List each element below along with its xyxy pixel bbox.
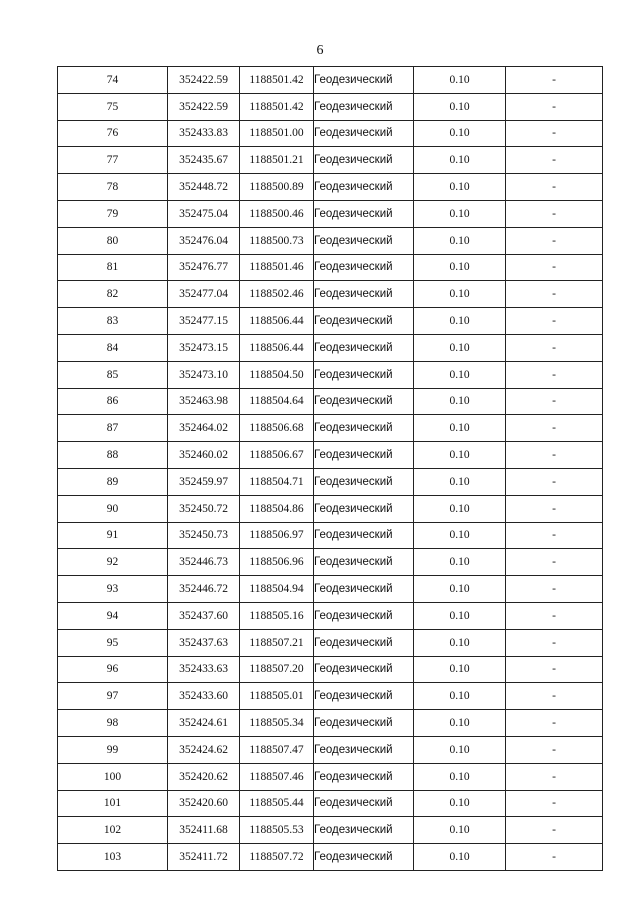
point-number-cell: 80 [58,227,168,254]
table-row [58,415,603,442]
description-cell: - [506,817,603,844]
method-cell: Геодезический [314,629,414,656]
method-cell: Геодезический [314,602,414,629]
table-row [58,522,603,549]
point-number-cell: 91 [58,522,168,549]
y-coordinate-cell: 1188504.71 [240,468,314,495]
description-cell: - [506,736,603,763]
x-coordinate-cell: 352422.59 [168,93,240,120]
x-coordinate-cell: 352476.04 [168,227,240,254]
method-cell: Геодезический [314,227,414,254]
description-cell: - [506,602,603,629]
description-cell: - [506,334,603,361]
table-row [58,200,603,227]
x-coordinate-cell: 352420.60 [168,790,240,817]
table-row [58,120,603,147]
y-coordinate-cell: 1188505.01 [240,683,314,710]
x-coordinate-cell: 352437.63 [168,629,240,656]
method-cell: Геодезический [314,710,414,737]
x-coordinate-cell: 352450.73 [168,522,240,549]
accuracy-cell: 0.10 [414,174,506,201]
table-row [58,844,603,871]
description-cell: - [506,67,603,94]
accuracy-cell: 0.10 [414,549,506,576]
method-cell: Геодезический [314,308,414,335]
method-cell: Геодезический [314,468,414,495]
y-coordinate-cell: 1188506.44 [240,334,314,361]
accuracy-cell: 0.10 [414,763,506,790]
accuracy-cell: 0.10 [414,93,506,120]
description-cell: - [506,683,603,710]
accuracy-cell: 0.10 [414,844,506,871]
table-row [58,710,603,737]
description-cell: - [506,388,603,415]
table-row [58,656,603,683]
table-row [58,93,603,120]
point-number-cell: 102 [58,817,168,844]
x-coordinate-cell: 352420.62 [168,763,240,790]
method-cell: Геодезический [314,93,414,120]
method-cell: Геодезический [314,388,414,415]
accuracy-cell: 0.10 [414,522,506,549]
point-number-cell: 95 [58,629,168,656]
table-row [58,602,603,629]
point-number-cell: 78 [58,174,168,201]
accuracy-cell: 0.10 [414,736,506,763]
description-cell: - [506,281,603,308]
y-coordinate-cell: 1188506.67 [240,442,314,469]
table-row [58,361,603,388]
method-cell: Геодезический [314,683,414,710]
x-coordinate-cell: 352477.15 [168,308,240,335]
y-coordinate-cell: 1188507.47 [240,736,314,763]
page-number: 6 [316,43,324,58]
table-row [58,576,603,603]
method-cell: Геодезический [314,200,414,227]
method-cell: Геодезический [314,576,414,603]
table-row [58,763,603,790]
accuracy-cell: 0.10 [414,200,506,227]
description-cell: - [506,120,603,147]
point-number-cell: 83 [58,308,168,335]
point-number-cell: 85 [58,361,168,388]
method-cell: Геодезический [314,361,414,388]
table-row [58,629,603,656]
description-cell: - [506,549,603,576]
method-cell: Геодезический [314,656,414,683]
point-number-cell: 96 [58,656,168,683]
method-cell: Геодезический [314,147,414,174]
accuracy-cell: 0.10 [414,415,506,442]
table-row [58,334,603,361]
table-row [58,549,603,576]
point-number-cell: 79 [58,200,168,227]
accuracy-cell: 0.10 [414,281,506,308]
x-coordinate-cell: 352422.59 [168,67,240,94]
point-number-cell: 74 [58,67,168,94]
accuracy-cell: 0.10 [414,710,506,737]
accuracy-cell: 0.10 [414,602,506,629]
description-cell: - [506,656,603,683]
x-coordinate-cell: 352463.98 [168,388,240,415]
description-cell: - [506,200,603,227]
x-coordinate-cell: 352437.60 [168,602,240,629]
point-number-cell: 76 [58,120,168,147]
method-cell: Геодезический [314,522,414,549]
table-row [58,147,603,174]
y-coordinate-cell: 1188507.21 [240,629,314,656]
description-cell: - [506,415,603,442]
y-coordinate-cell: 1188501.42 [240,93,314,120]
point-number-cell: 103 [58,844,168,871]
accuracy-cell: 0.10 [414,468,506,495]
table-row [58,308,603,335]
description-cell: - [506,790,603,817]
x-coordinate-cell: 352424.61 [168,710,240,737]
description-cell: - [506,174,603,201]
description-cell: - [506,93,603,120]
method-cell: Геодезический [314,817,414,844]
y-coordinate-cell: 1188506.96 [240,549,314,576]
x-coordinate-cell: 352476.77 [168,254,240,281]
x-coordinate-cell: 352460.02 [168,442,240,469]
y-coordinate-cell: 1188505.44 [240,790,314,817]
method-cell: Геодезический [314,844,414,871]
accuracy-cell: 0.10 [414,629,506,656]
accuracy-cell: 0.10 [414,495,506,522]
y-coordinate-cell: 1188500.89 [240,174,314,201]
y-coordinate-cell: 1188504.94 [240,576,314,603]
y-coordinate-cell: 1188506.97 [240,522,314,549]
description-cell: - [506,763,603,790]
accuracy-cell: 0.10 [414,308,506,335]
y-coordinate-cell: 1188500.73 [240,227,314,254]
y-coordinate-cell: 1188507.20 [240,656,314,683]
y-coordinate-cell: 1188506.44 [240,308,314,335]
description-cell: - [506,468,603,495]
description-cell: - [506,254,603,281]
table-body [58,67,603,871]
point-number-cell: 75 [58,93,168,120]
method-cell: Геодезический [314,281,414,308]
accuracy-cell: 0.10 [414,254,506,281]
accuracy-cell: 0.10 [414,334,506,361]
description-cell: - [506,361,603,388]
accuracy-cell: 0.10 [414,120,506,147]
point-number-cell: 86 [58,388,168,415]
point-number-cell: 92 [58,549,168,576]
x-coordinate-cell: 352459.97 [168,468,240,495]
coordinates-table [57,66,603,871]
table-row [58,495,603,522]
table-row [58,817,603,844]
accuracy-cell: 0.10 [414,147,506,174]
accuracy-cell: 0.10 [414,388,506,415]
point-number-cell: 97 [58,683,168,710]
y-coordinate-cell: 1188505.53 [240,817,314,844]
point-number-cell: 87 [58,415,168,442]
method-cell: Геодезический [314,763,414,790]
x-coordinate-cell: 352477.04 [168,281,240,308]
point-number-cell: 101 [58,790,168,817]
x-coordinate-cell: 352435.67 [168,147,240,174]
y-coordinate-cell: 1188501.42 [240,67,314,94]
x-coordinate-cell: 352433.83 [168,120,240,147]
point-number-cell: 93 [58,576,168,603]
x-coordinate-cell: 352446.73 [168,549,240,576]
table-row [58,736,603,763]
x-coordinate-cell: 352411.72 [168,844,240,871]
method-cell: Геодезический [314,736,414,763]
point-number-cell: 82 [58,281,168,308]
method-cell: Геодезический [314,790,414,817]
point-number-cell: 84 [58,334,168,361]
accuracy-cell: 0.10 [414,576,506,603]
x-coordinate-cell: 352464.02 [168,415,240,442]
description-cell: - [506,629,603,656]
accuracy-cell: 0.10 [414,67,506,94]
accuracy-cell: 0.10 [414,790,506,817]
x-coordinate-cell: 352424.62 [168,736,240,763]
x-coordinate-cell: 352448.72 [168,174,240,201]
table-row [58,227,603,254]
description-cell: - [506,522,603,549]
point-number-cell: 81 [58,254,168,281]
y-coordinate-cell: 1188502.46 [240,281,314,308]
y-coordinate-cell: 1188505.34 [240,710,314,737]
method-cell: Геодезический [314,334,414,361]
y-coordinate-cell: 1188504.50 [240,361,314,388]
x-coordinate-cell: 352433.63 [168,656,240,683]
point-number-cell: 77 [58,147,168,174]
point-number-cell: 98 [58,710,168,737]
table-row [58,683,603,710]
point-number-cell: 90 [58,495,168,522]
description-cell: - [506,227,603,254]
y-coordinate-cell: 1188506.68 [240,415,314,442]
table-row [58,468,603,495]
y-coordinate-cell: 1188500.46 [240,200,314,227]
x-coordinate-cell: 352473.15 [168,334,240,361]
table-row [58,174,603,201]
y-coordinate-cell: 1188504.86 [240,495,314,522]
table-row [58,67,603,94]
accuracy-cell: 0.10 [414,656,506,683]
y-coordinate-cell: 1188501.21 [240,147,314,174]
point-number-cell: 89 [58,468,168,495]
point-number-cell: 100 [58,763,168,790]
table-row [58,790,603,817]
y-coordinate-cell: 1188507.46 [240,763,314,790]
x-coordinate-cell: 352433.60 [168,683,240,710]
y-coordinate-cell: 1188501.46 [240,254,314,281]
method-cell: Геодезический [314,549,414,576]
accuracy-cell: 0.10 [414,683,506,710]
x-coordinate-cell: 352475.04 [168,200,240,227]
description-cell: - [506,576,603,603]
x-coordinate-cell: 352411.68 [168,817,240,844]
y-coordinate-cell: 1188507.72 [240,844,314,871]
method-cell: Геодезический [314,120,414,147]
method-cell: Геодезический [314,495,414,522]
point-number-cell: 99 [58,736,168,763]
method-cell: Геодезический [314,67,414,94]
table-row [58,442,603,469]
description-cell: - [506,442,603,469]
accuracy-cell: 0.10 [414,442,506,469]
description-cell: - [506,710,603,737]
method-cell: Геодезический [314,442,414,469]
description-cell: - [506,844,603,871]
point-number-cell: 94 [58,602,168,629]
y-coordinate-cell: 1188505.16 [240,602,314,629]
method-cell: Геодезический [314,254,414,281]
description-cell: - [506,308,603,335]
y-coordinate-cell: 1188501.00 [240,120,314,147]
method-cell: Геодезический [314,174,414,201]
point-number-cell: 88 [58,442,168,469]
description-cell: - [506,495,603,522]
table-row [58,388,603,415]
table-row [58,281,603,308]
x-coordinate-cell: 352450.72 [168,495,240,522]
accuracy-cell: 0.10 [414,227,506,254]
x-coordinate-cell: 352446.72 [168,576,240,603]
x-coordinate-cell: 352473.10 [168,361,240,388]
y-coordinate-cell: 1188504.64 [240,388,314,415]
description-cell: - [506,147,603,174]
accuracy-cell: 0.10 [414,361,506,388]
accuracy-cell: 0.10 [414,817,506,844]
method-cell: Геодезический [314,415,414,442]
table-row [58,254,603,281]
